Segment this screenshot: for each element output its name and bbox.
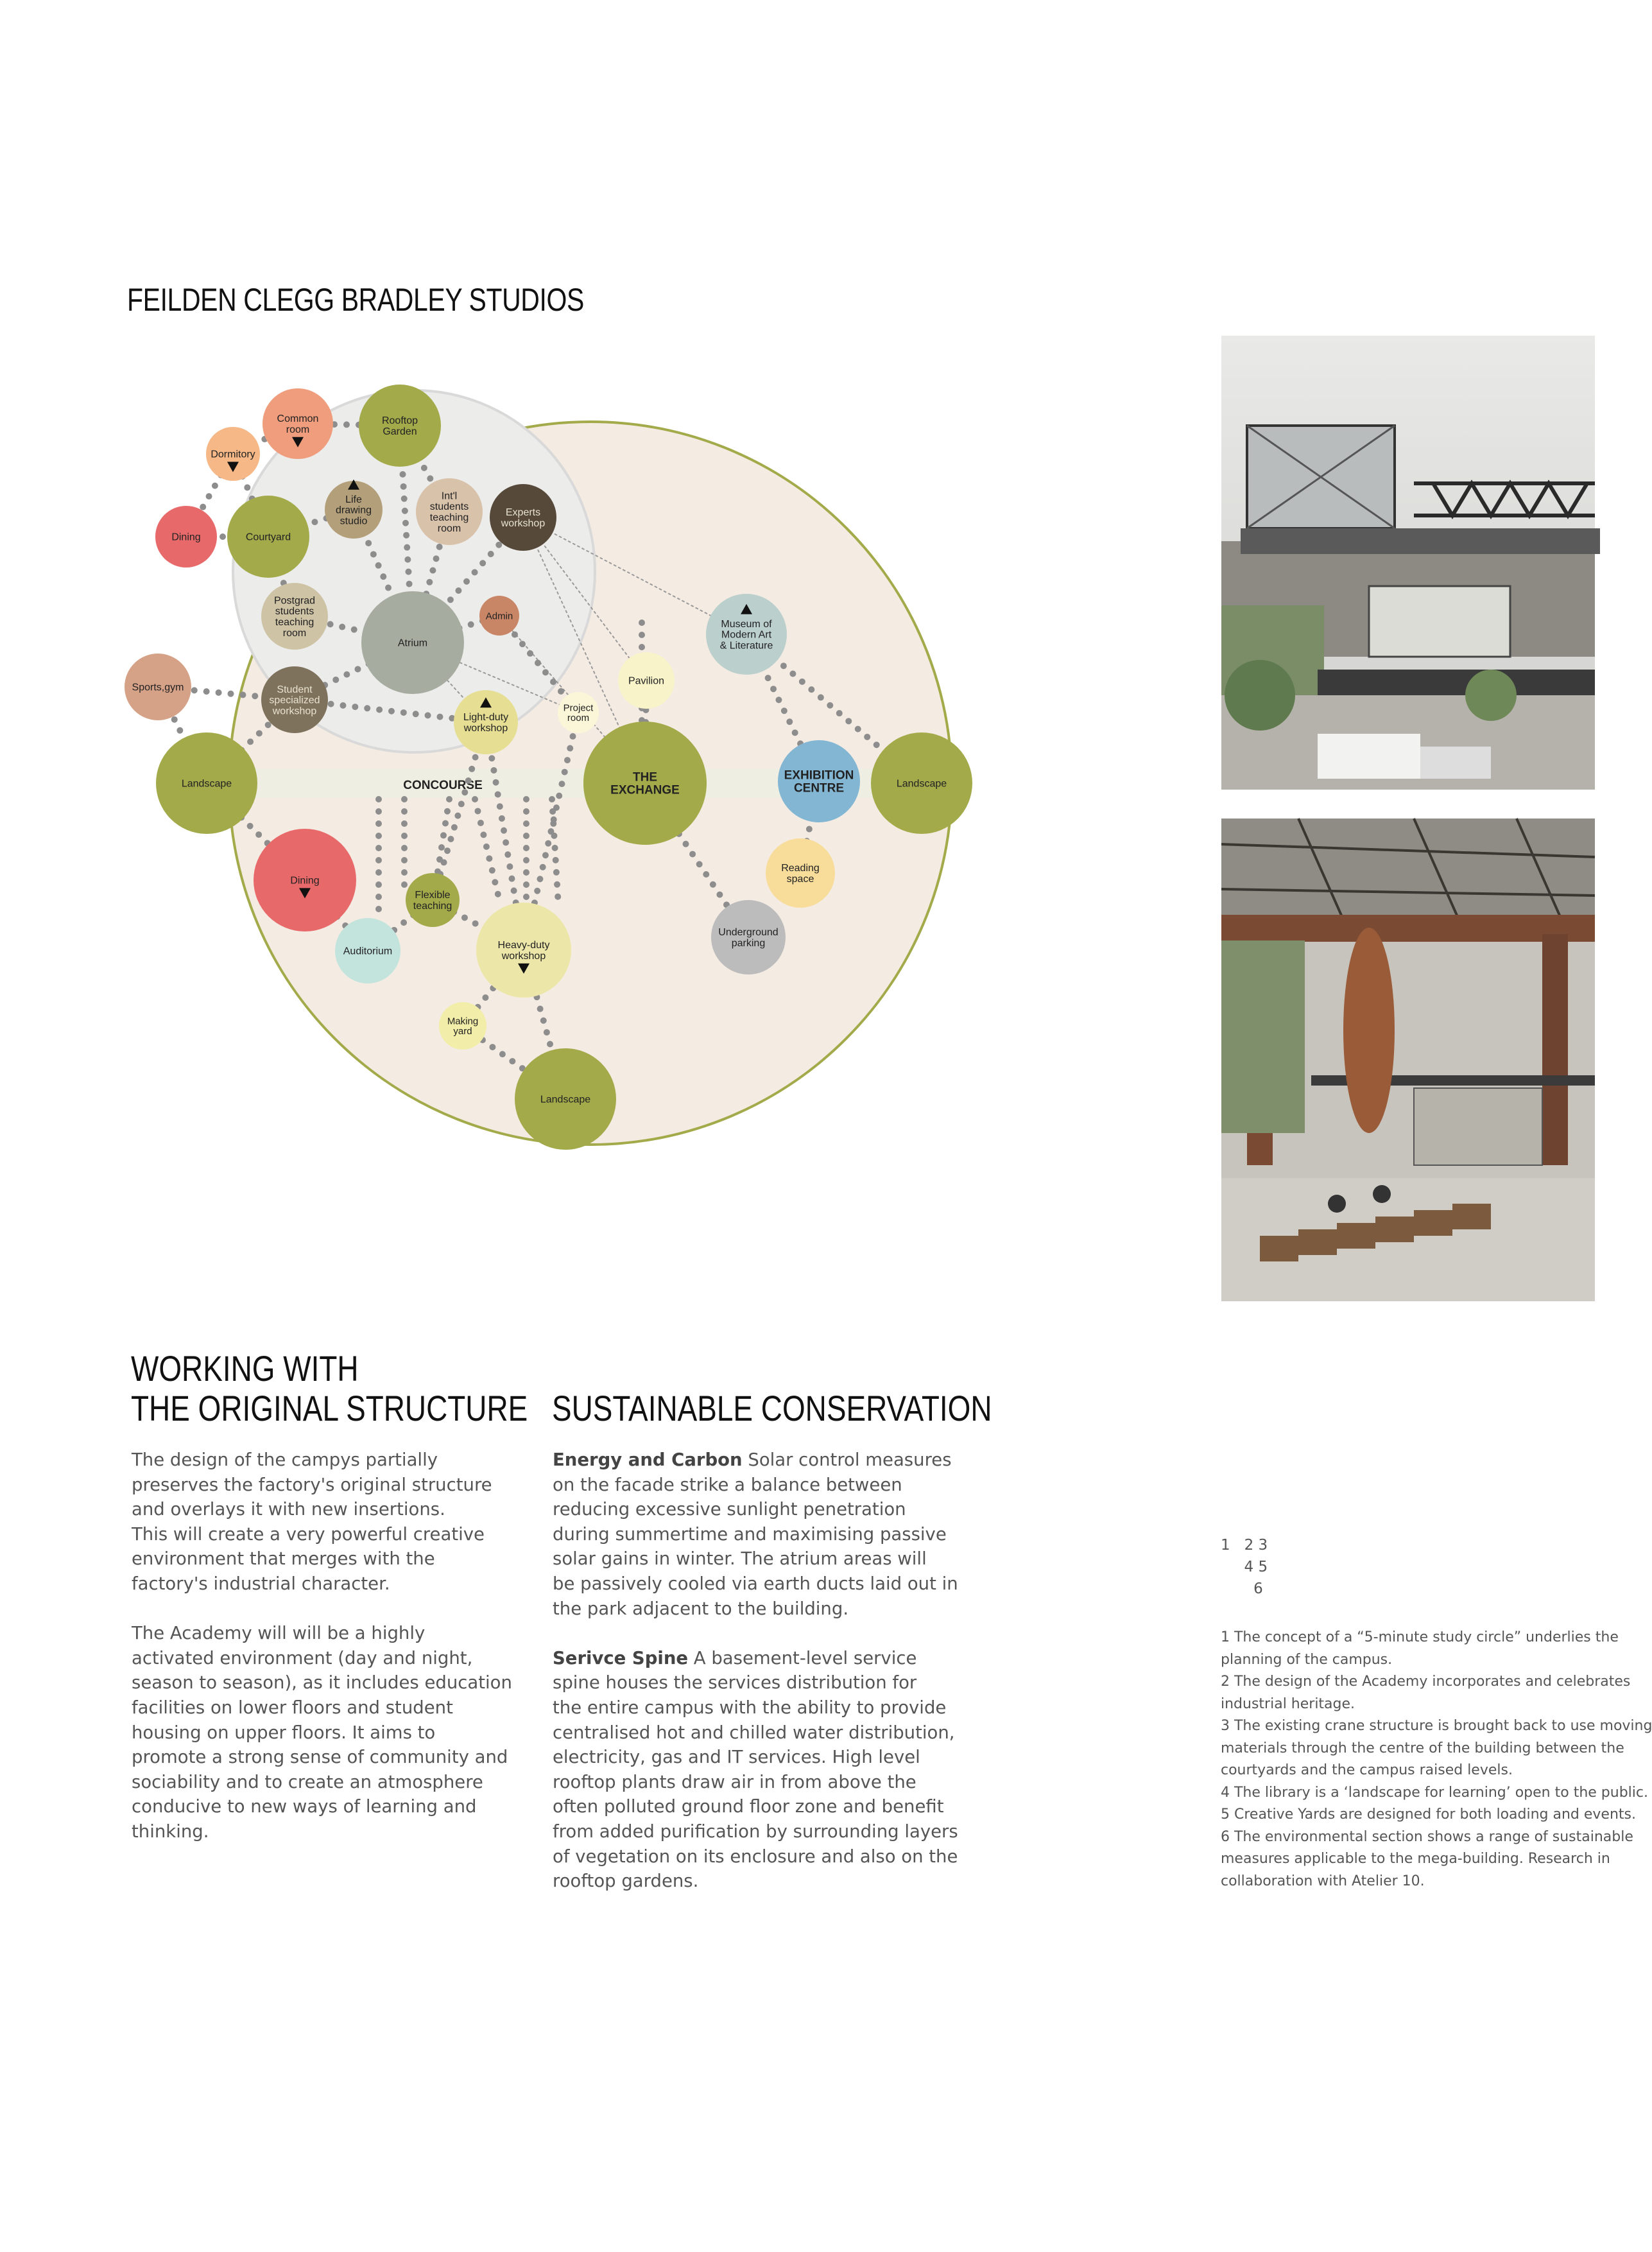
node-label: Atrium <box>397 637 428 649</box>
text-run: Solar control measures <box>742 1450 952 1470</box>
node-exhibition-centre <box>778 740 860 822</box>
caption-line: 5 Creative Yards are designed for both loading and events. <box>1221 1806 1636 1823</box>
node-label: Reading space <box>781 863 820 885</box>
node-sports-gym <box>125 654 191 720</box>
text-line: on the facade strike a balance between <box>553 1474 902 1495</box>
text-line: electricity, gas and IT services. High level <box>553 1747 920 1768</box>
text-line: solar gains in winter. The atrium areas will <box>553 1548 927 1570</box>
text-line: and overlays it with new insertions. <box>132 1499 445 1520</box>
caption-line: industrial heritage. <box>1221 1695 1355 1712</box>
text-line: the entire campus with the ability to provide <box>553 1697 947 1718</box>
node-courtyard <box>227 496 309 578</box>
caption-line: measures applicable to the mega-building. Research in <box>1221 1851 1610 1867</box>
node-dining-bottom <box>254 829 356 931</box>
lead-energy: Energy and Carbon <box>553 1450 743 1470</box>
text-line <box>553 1646 958 1671</box>
node-label: THE EXCHANGE <box>610 770 680 797</box>
text-line: facilities on lower floors and student <box>132 1697 453 1718</box>
node-project-room <box>558 692 599 733</box>
text-line: rooftop gardens. <box>553 1871 699 1892</box>
node-label: Landscape <box>181 778 232 790</box>
caption-line: 6 The environmental section shows a range of sustainable <box>1221 1828 1633 1845</box>
campus-bubble-diagram <box>116 372 1014 1168</box>
node-landscape-left <box>156 732 257 834</box>
node-label: Dining <box>290 875 320 887</box>
text-line: The design of the campys partially <box>132 1450 438 1470</box>
node-label: Light-duty workshop <box>463 712 509 734</box>
node-label: Making yard <box>447 1016 479 1037</box>
photo-index: 1 2 3 4 5 6 <box>1221 1537 1268 1597</box>
node-auditorium <box>335 918 400 983</box>
photo-captions <box>1221 1627 1652 1893</box>
caption-line: courtyards and the campus raised levels. <box>1221 1762 1513 1778</box>
caption-line: collaboration with Atelier 10. <box>1221 1873 1425 1889</box>
text-line: season to season), as it includes education <box>132 1672 512 1693</box>
node-flexible-teaching <box>406 873 460 927</box>
heading-sustainable-conservation <box>552 1389 992 1428</box>
text-line: activated environment (day and night, <box>132 1647 473 1668</box>
caption-line: 4 The library is a ‘landscape for learning’ open to the public. <box>1221 1784 1648 1801</box>
text-line: conducive to new ways of learning and <box>132 1796 477 1817</box>
node-the-exchange <box>583 722 707 845</box>
lead-service: Serivce Spine <box>553 1647 689 1668</box>
node-common-room <box>262 388 333 459</box>
caption-line: 3 The existing crane structure is brought back to use moving <box>1221 1718 1652 1734</box>
node-label: Underground parking <box>718 927 779 949</box>
node-label: Project room <box>563 702 594 724</box>
node-label: Admin <box>485 611 513 622</box>
render-photo-atrium <box>1221 819 1595 1301</box>
render-photo-bridge <box>1221 336 1595 790</box>
node-label: Flexible teaching <box>413 890 452 912</box>
node-label: Pavilion <box>628 675 665 687</box>
heading-line: SUSTAINABLE CONSERVATION <box>552 1388 992 1428</box>
caption-line: materials through the centre of the building between the <box>1221 1740 1624 1756</box>
heading-line: THE ORIGINAL STRUCTURE <box>131 1388 528 1428</box>
node-label: Landscape <box>540 1094 591 1105</box>
heading-line: WORKING WITH <box>131 1348 359 1389</box>
node-label: Auditorium <box>343 946 393 957</box>
text-line: reducing excessive sunlight penetration <box>553 1499 906 1520</box>
node-label: EXHIBITION CENTRE <box>784 768 854 795</box>
node-label: Heavy-duty workshop <box>497 940 550 962</box>
caption-line: 2 The design of the Academy incorporates and celebrates <box>1221 1674 1631 1690</box>
node-museum <box>706 594 787 675</box>
caption-line: 1 The concept of a “5-minute study circle” underlies the <box>1221 1629 1619 1645</box>
node-label: Student specialized workshop <box>269 684 320 717</box>
text-line: thinking. <box>132 1821 209 1842</box>
heading-working-with-structure <box>131 1349 528 1428</box>
text-line: often polluted ground floor zone and benefit <box>553 1796 944 1817</box>
node-atrium <box>361 591 464 694</box>
text-line: factory's industrial character. <box>132 1573 390 1594</box>
node-label: Common room <box>277 413 319 435</box>
node-postgrad <box>261 583 328 650</box>
node-underground-parking <box>711 900 786 974</box>
node-making-yard <box>439 1002 486 1050</box>
caption-line: planning of the campus. <box>1221 1651 1393 1668</box>
text-line: from added purification by surrounding layers <box>553 1821 958 1842</box>
node-label: Dining <box>171 532 201 543</box>
node-label: Postgrad students teaching room <box>273 595 316 639</box>
node-label: Landscape <box>896 778 947 790</box>
node-label: Sports,gym <box>132 682 184 693</box>
text-line: The Academy will will be a highly <box>132 1623 426 1644</box>
node-label: Experts workshop <box>501 507 546 529</box>
text-line: environment that merges with the <box>132 1548 435 1570</box>
text-line: centralised hot and chilled water distribution, <box>553 1722 955 1743</box>
node-label: Museum of Modern Art & Literature <box>719 618 773 652</box>
node-label: Dormitory <box>211 449 255 460</box>
working-body <box>132 1448 512 1844</box>
node-label: Life drawing studio <box>335 494 372 527</box>
node-label: Int'l students teaching room <box>429 490 469 534</box>
sustainable-body <box>553 1448 958 1894</box>
page-title: FEILDEN CLEGG BRADLEY STUDIOS <box>127 282 584 318</box>
text-line: the park adjacent to the building. <box>553 1598 849 1619</box>
text-line: sociability and to create an atmosphere <box>132 1771 483 1792</box>
node-rooftop-garden <box>359 385 441 467</box>
node-light-duty <box>454 690 518 754</box>
node-pavilion <box>618 652 675 709</box>
node-label: Rooftop Garden <box>381 415 418 437</box>
text-line: This will create a very powerful creative <box>132 1523 485 1545</box>
text-line <box>553 1448 958 1473</box>
text-line: preserves the factory's original structure <box>132 1474 492 1495</box>
text-line: be passively cooled via earth ducts laid out in <box>553 1573 958 1594</box>
concourse-label: CONCOURSE <box>403 779 483 792</box>
node-landscape-bottom <box>515 1048 616 1150</box>
text-line: housing on upper floors. It aims to <box>132 1722 436 1743</box>
node-label: Courtyard <box>245 532 291 543</box>
text-line: rooftop plants draw air in from above the <box>553 1771 916 1792</box>
node-heavy-duty <box>476 903 571 998</box>
node-experts-workshop <box>490 484 556 551</box>
node-intl-students <box>416 478 483 545</box>
node-student-workshop <box>261 666 328 733</box>
text-line: spine houses the services distribution for <box>553 1672 917 1693</box>
text-run: A basement-level service <box>688 1647 917 1668</box>
text-line: during summertime and maximising passive <box>553 1523 947 1545</box>
text-line: of vegetation on its enclosure and also on the <box>553 1846 958 1867</box>
node-admin <box>479 596 519 636</box>
text-line: promote a strong sense of community and <box>132 1747 508 1768</box>
node-reading-space <box>766 838 835 908</box>
node-dining-top <box>155 506 217 567</box>
node-landscape-right <box>871 732 972 834</box>
node-dormitory <box>206 427 260 481</box>
